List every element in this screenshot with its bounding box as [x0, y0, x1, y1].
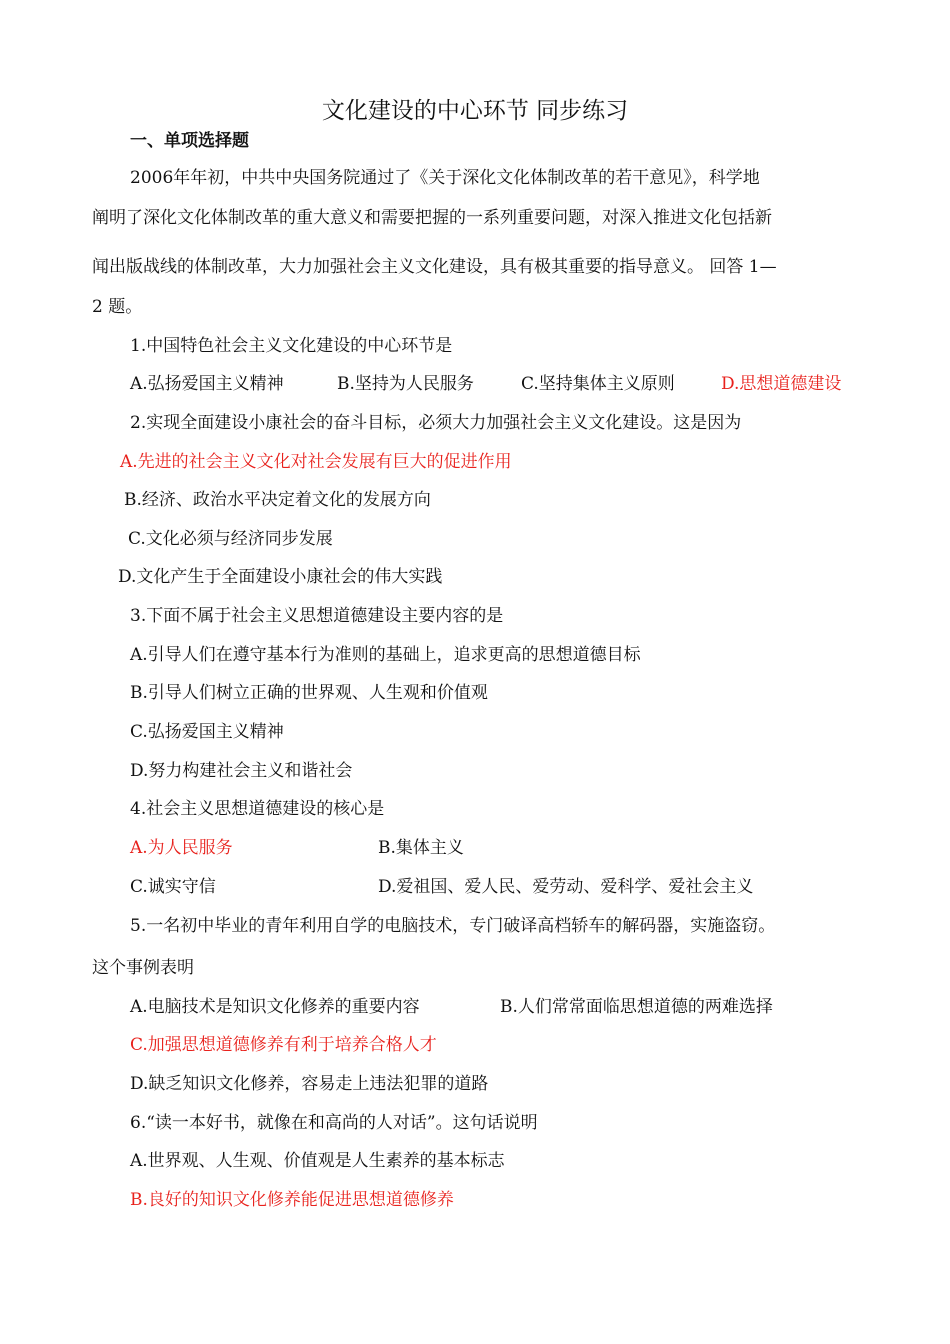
- question-4-stem: 4.社会主义思想道德建设的核心是: [130, 799, 385, 819]
- question-5-option-c-answer: C.加强思想道德修养有利于培养合格人才: [130, 1035, 437, 1055]
- question-1-option-c: C.坚持集体主义原则: [521, 374, 675, 394]
- question-4-option-b: B.集体主义: [378, 838, 464, 858]
- intro-line-4: 2 题。: [92, 297, 143, 317]
- question-2-option-a-answer: A.先进的社会主义文化对社会发展有巨大的促进作用: [120, 452, 512, 472]
- question-5-option-d: D.缺乏知识文化修养，容易走上违法犯罪的道路: [130, 1074, 489, 1094]
- question-1-option-d-answer: D.思想道德建设: [721, 374, 842, 394]
- question-6-stem: 6.“读一本好书，就像在和高尚的人对话”。这句话说明: [130, 1113, 538, 1133]
- question-3-option-d: D.努力构建社会主义和谐社会: [130, 761, 353, 781]
- question-6-option-a: A.世界观、人生观、价值观是人生素养的基本标志: [130, 1151, 505, 1171]
- section-heading: 一、单项选择题: [130, 131, 249, 151]
- question-3-option-c: C.弘扬爱国主义精神: [130, 722, 284, 742]
- question-3-stem: 3.下面不属于社会主义思想道德建设主要内容的是: [130, 606, 504, 626]
- question-5-stem: 5.一名初中毕业的青年利用自学的电脑技术，专门破译高档轿车的解码器，实施盗窃。: [130, 916, 776, 936]
- question-2-option-c: C.文化必须与经济同步发展: [128, 529, 333, 549]
- question-3-option-a: A.引导人们在遵守基本行为准则的基础上，追求更高的思想道德目标: [130, 645, 641, 665]
- intro-line-2: 阐明了深化文化体制改革的重大意义和需要把握的一系列重要问题，对深入推进文化包括新: [92, 208, 772, 228]
- intro-line-3: 闻出版战线的体制改革，大力加强社会主义文化建设，具有极其重要的指导意义。 回答 1—: [92, 257, 777, 277]
- question-1-stem: 1.中国特色社会主义文化建设的中心环节是: [130, 336, 453, 356]
- question-5-stem-continued: 这个事例表明: [92, 958, 194, 978]
- question-2-stem: 2.实现全面建设小康社会的奋斗目标，必须大力加强社会主义文化建设。这是因为: [130, 413, 742, 433]
- question-5-option-b: B.人们常常面临思想道德的两难选择: [500, 997, 773, 1017]
- question-1-option-b: B.坚持为人民服务: [337, 374, 474, 394]
- question-1-option-a: A.弘扬爱国主义精神: [130, 374, 284, 394]
- question-3-option-b: B.引导人们树立正确的世界观、人生观和价值观: [130, 683, 488, 703]
- question-5-option-a: A.电脑技术是知识文化修养的重要内容: [130, 997, 420, 1017]
- question-4-option-a-answer: A.为人民服务: [130, 838, 233, 858]
- question-2-option-b: B.经济、政治水平决定着文化的发展方向: [124, 490, 431, 510]
- question-6-option-b-answer: B.良好的知识文化修养能促进思想道德修养: [130, 1190, 454, 1210]
- intro-line-1: 2006年年初，中共中央国务院通过了《关于深化文化体制改革的若干意见》，科学地: [130, 168, 760, 188]
- question-4-option-c: C.诚实守信: [130, 877, 216, 897]
- document-title: 文化建设的中心环节 同步练习: [321, 98, 629, 124]
- question-2-option-d: D.文化产生于全面建设小康社会的伟大实践: [118, 567, 443, 587]
- question-4-option-d: D.爱祖国、爱人民、爱劳动、爱科学、爱社会主义: [378, 877, 754, 897]
